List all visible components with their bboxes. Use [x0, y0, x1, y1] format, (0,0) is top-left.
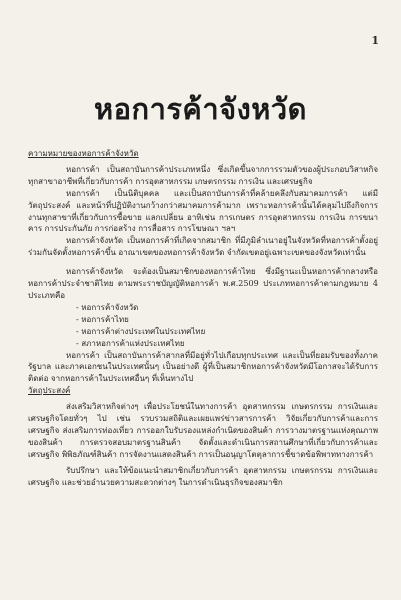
- paragraph-objectives-1: ส่งเสริมวิสาหกิจต่างๆ เพื่อประโยชน์ในทางการค้า อุตสาหกรรม เกษตรกรรม การเงินและเศรษฐกิจโดยทั่วๆ ไป เช่น รวบรวมสถิติและเผยแพร่ข่าวสารการค้า วิจัยเกี่ยวกับการค้าและการเศรษฐกิจ ส่งเสริมการท่องเที่ยว การออกใบรับรองแหล่งกำเนิดของสินค้า การวางมาตรฐานแห่งคุณภาพของสินค้า การตรวจสอบมาตรฐานสินค้า จัดตั้งและดำเนินการสถานศึกษาที่เกี่ยวกับการค้าและเศรษฐกิจ พิพิธภัณฑ์สินค้า การจัดงานแสดงสินค้า การเป็นอนุญาโตตุลาการชี้ขาดข้อพิพาททางการค้า: [28, 402, 378, 459]
- list-item: - หอการค้าจังหวัด: [76, 302, 139, 312]
- paragraph-meaning-3: หอการค้าจังหวัด เป็นหอการค้าที่เกิดจากสมาชิก ที่มีภูมิลำเนาอยู่ในจังหวัดที่หอการค้าตั้งอยู่ ร่วมกันจัดตั้งหอการค้าขึ้น อาณาเขตของหอการค้าจังหวัด จำกัดเขตอยู่เฉพาะเขตของจังหวัดเท่านั้น: [28, 236, 378, 258]
- list-item: - หอการค้าไทย: [76, 314, 129, 324]
- section-heading-meaning: ความหมายของหอการค้าจังหวัด: [28, 149, 139, 158]
- list-item: - สภาหอการค้าแห่งประเทศไทย: [76, 338, 185, 348]
- paragraph-meaning-1: หอการค้า เป็นสถาบันการค้าประเภทหนึ่ง ซึ่งเกิดขึ้นจากการรวมตัวของผู้ประกอบวิสาหกิจทุกสาขาอาชีพที่เกี่ยวกับการค้า การอุตสาหกรรม เกษตรกรรม การเงิน และเศรษฐกิจ: [28, 164, 378, 186]
- page-title: หอการค้าจังหวัด: [93, 92, 308, 126]
- paragraph-meaning-5: หอการค้า เป็นสถาบันการค้าสากลที่มีอยู่ทั่วไปเกือบทุกประเทศ และเป็นที่ยอมรับของทั้งภาครัฐบาล และภาคเอกชนในประเทศนั้นๆ เป็นอย่างดี ผู้ที่เป็นสมาชิกหอการค้าจังหวัดมีโอกาสจะได้รับการติดต่อ จากหอการค้าในประเทศอื่นๆ ที่เห็นทางไป: [28, 350, 378, 384]
- page-number: 1: [371, 34, 379, 47]
- document-body: [28, 148, 378, 488]
- chamber-types-list: [28, 302, 378, 350]
- list-item: - หอการค้าต่างประเทศในประเทศไทย: [76, 326, 206, 336]
- paragraph-meaning-4: หอการค้าจังหวัด จะต้องเป็นสมาชิกของหอการค้าไทย ซึ่งมีฐานะเป็นหอการค้ากลางหรือหอการค้าประจำชาติไทย ตามพระราชบัญญัติหอการค้า พ.ศ.2509 ประเภทหอการค้าตามกฎหมาย 4 ประเภทคือ: [28, 267, 378, 300]
- paragraph-meaning-2: หอการค้า เป็นนิติบุคคล และเป็นสถาบันการค้าที่คล้ายคลึงกับสมาคมการค้า แต่มีวัตถุประสงค์ และหน้าที่ปฏิบัติงานกว้างกว่าสมาคมการค้ามาก เพราะหอการค้านั้นได้คลุมไปถึงกิจการงานทุกสาขาที่เกี่ยวกับการซื้อขาย แลกเปลี่ยน อาทิเช่น การเกษตร การอุตสาหกรรม การเงิน การขนาคาร การประกันภัย การก่อสร้าง การสื่อสาร การโฆษณา ฯลฯ: [28, 188, 378, 234]
- section-heading-objectives: วัตถุประสงค์: [28, 386, 71, 396]
- paragraph-objectives-2: รับปรึกษา และให้ข้อแนะนำสมาชิกเกี่ยวกับการค้า อุตสาหกรรม เกษตรกรรม การเงินและเศรษฐกิจ และช่วยอำนวยความสะดวกต่างๆ ในการดำเนินธุรกิจของสมาชิก: [28, 465, 378, 487]
